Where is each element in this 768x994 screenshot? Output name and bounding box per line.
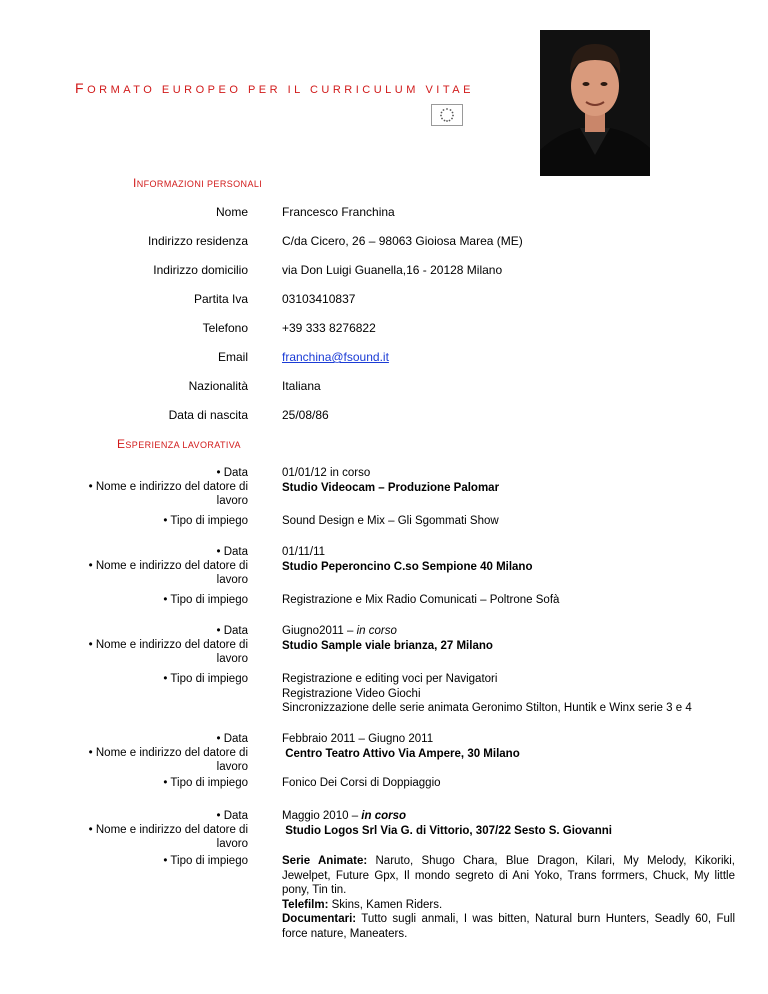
entry-5-values (282, 809, 735, 838)
entry-type: Registrazione e Mix Radio Comunicati – Poltrone Sofà (282, 594, 560, 606)
entry-employer: Centro Teatro Attivo Via Ampere, 30 Milano (282, 747, 520, 760)
label-date: • Data (216, 625, 248, 637)
entry-date: 01/11/11 (282, 546, 326, 558)
label-employer: • Nome e indirizzo del datore di lavoro (88, 481, 248, 507)
entry-employer: Studio Logos Srl Via G. di Vittorio, 307/22 Sesto S. Giovanni (282, 824, 612, 837)
label-birthdate: Data di nascita (168, 408, 248, 422)
label-employer: • Nome e indirizzo del datore di lavoro (88, 560, 248, 586)
entry-1-labels (78, 466, 248, 508)
value-phone: +39 333 8276822 (282, 321, 376, 335)
label-employer: • Nome e indirizzo del datore di lavoro (88, 747, 248, 773)
label-type: • Tipo di impiego (163, 777, 248, 789)
value-name: Francesco Franchina (282, 205, 395, 219)
label-type: • Tipo di impiego (163, 594, 248, 606)
entry-date: 01/01/12 in corso (282, 467, 371, 479)
label-type: • Tipo di impiego (163, 515, 248, 527)
label-name: Nome (215, 205, 248, 219)
label-employer: • Nome e indirizzo del datore di lavoro (88, 824, 248, 850)
value-birthdate: 25/08/86 (282, 408, 329, 422)
label-domicile: Indirizzo domicilio (153, 263, 248, 277)
entry-1-values (282, 466, 735, 495)
entry-date: Giugno2011 – in corso (282, 625, 397, 637)
eu-flag-icon (431, 104, 463, 126)
label-phone: Telefono (202, 321, 248, 335)
type-block: Documentari: Tutto sugli anmali, I was bitten, Natural burn Hunters, Seadly 60, Full force nature, Maneaters. (282, 913, 735, 940)
label-vat: Partita Iva (193, 292, 248, 306)
value-vat: 03103410837 (282, 292, 356, 306)
label-date: • Data (216, 733, 248, 745)
label-date: • Data (216, 467, 248, 479)
entry-type: Sound Design e Mix – Gli Sgommati Show (282, 515, 499, 527)
entry-type (282, 854, 735, 941)
value-residence: C/da Cicero, 26 – 98063 Gioiosa Marea (ME) (282, 234, 523, 248)
label-date: • Data (216, 546, 248, 558)
label-type: • Tipo di impiego (163, 673, 248, 685)
entry-4-values (282, 732, 735, 761)
section-personal-info: INFORMAZIONI PERSONALI (133, 176, 263, 190)
entry-2-values (282, 545, 735, 574)
entry-type: Registrazione e editing voci per Navigatori Registrazione Video Giochi Sincronizzazione delle serie animata Geronimo Stilton, Huntik e Winx serie 3 e 4 (282, 673, 692, 714)
entry-3-values (282, 624, 735, 653)
label-residence: Indirizzo residenza (147, 234, 248, 248)
label-email: Email (217, 350, 248, 364)
entry-3-labels (78, 624, 248, 666)
type-block: Serie Animate: Naruto, Shugo Chara, Blue Dragon, Kilari, My Melody, Kikoriki, Jewelpet, Future Gpx, Il mondo segreto di Ani Yoko, Trans forrmers, Chuck, My little pony, Tin tin. (282, 855, 735, 896)
value-nationality: Italiana (282, 379, 321, 393)
entry-employer: Studio Peperoncino C.so Sempione 40 Milano (282, 560, 533, 573)
entry-5-labels (78, 809, 248, 851)
label-type: • Tipo di impiego (163, 855, 248, 867)
label-employer: • Nome e indirizzo del datore di lavoro (88, 639, 248, 665)
entry-type: Fonico Dei Corsi di Doppiaggio (282, 777, 441, 789)
entry-employer: Studio Videocam – Produzione Palomar (282, 481, 500, 494)
value-domicile: via Don Luigi Guanella,16 - 20128 Milano (282, 263, 503, 277)
label-nationality: Nazionalità (188, 379, 248, 393)
type-block: Telefilm: Skins, Kamen Riders. (282, 898, 443, 911)
email-link[interactable]: franchina@fsound.it (282, 350, 389, 364)
entry-4-labels (78, 732, 248, 774)
entry-employer: Studio Sample viale brianza, 27 Milano (282, 639, 493, 652)
document-title: FORMATO EUROPEO PER IL CURRICULUM VITAE (75, 80, 474, 96)
section-work-experience: ESPERIENZA LAVORATIVA (117, 437, 241, 451)
entry-date: Maggio 2010 – in corso (282, 810, 407, 822)
profile-photo (540, 30, 650, 176)
label-date: • Data (216, 810, 248, 822)
entry-2-labels (78, 545, 248, 587)
entry-date: Febbraio 2011 – Giugno 2011 (282, 733, 434, 745)
